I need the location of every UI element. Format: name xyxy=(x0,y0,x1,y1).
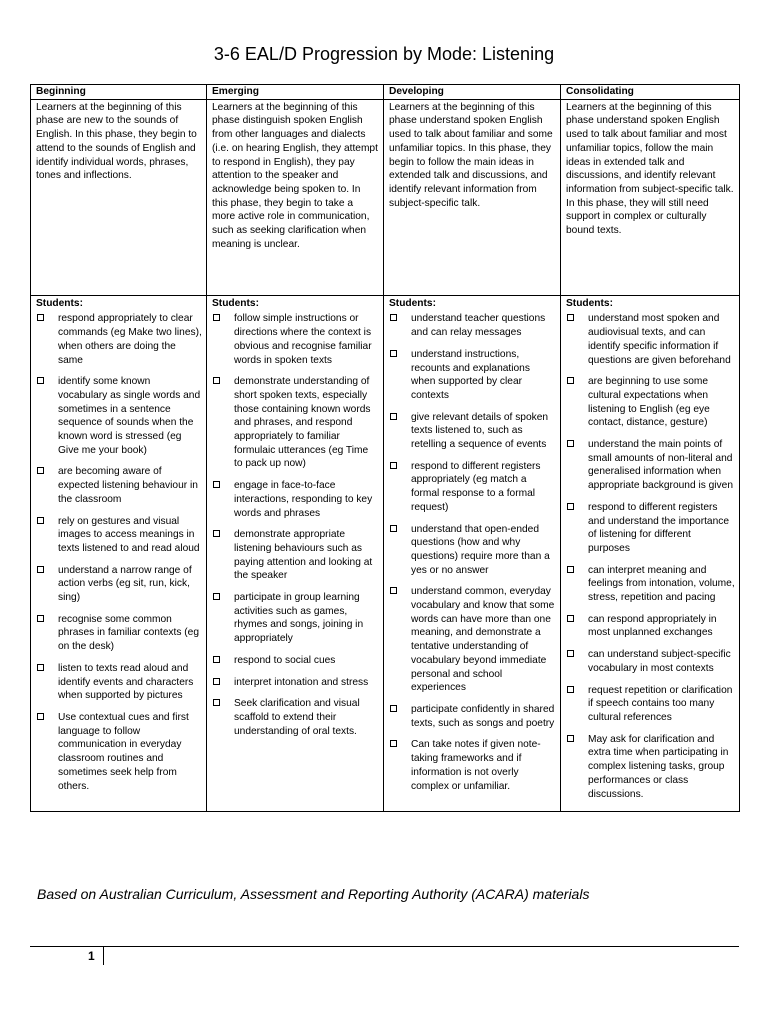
checkbox-icon xyxy=(213,699,220,706)
checklist-item xyxy=(36,465,202,506)
checklist-item xyxy=(212,375,379,471)
heading-row xyxy=(31,85,740,100)
checkbox-icon xyxy=(390,314,397,321)
checkbox-icon xyxy=(213,678,220,685)
column-heading-emerging: Emerging xyxy=(207,85,384,100)
checklist-item-text: understand the main points of small amounts of non-literal and generalised information when appropriate background is given xyxy=(588,439,733,492)
students-cell xyxy=(384,295,561,812)
checklist-item xyxy=(389,523,556,578)
checklist-item-text: understand that open-ended questions (how and why questions) require more than a yes or no answer xyxy=(411,523,550,576)
checkbox-icon xyxy=(213,481,220,488)
checklist-item xyxy=(389,411,556,452)
checklist xyxy=(566,312,735,801)
checklist-item xyxy=(566,312,735,367)
checklist-item xyxy=(212,676,379,690)
checkbox-icon xyxy=(213,377,220,384)
checklist-item-text: participate in group learning activities such as games, rhymes and songs, joining in appropriately xyxy=(234,592,364,645)
checkbox-icon xyxy=(567,566,574,573)
checklist-item-text: are beginning to use some cultural expectations when listening to English (eg eye contact, distance, gesture) xyxy=(588,376,710,429)
checklist-item-text: respond to different registers appropriately (eg match a formal response to a formal request) xyxy=(411,460,541,513)
phase-description: Learners at the beginning of this phase distinguish spoken English from other languages and dialects (i.e. on hearing English, they attempt to respond in English), they pay attention to the speaker and acknowledge being spoken to. In this phase, they begin to take a more active role in communication, such as seeking clarification when meaning is unclear. xyxy=(207,99,384,295)
checklist-item-text: demonstrate understanding of short spoken texts, especially those containing known words and phrases, and respond appropriately to familiar formulaic utterances (eg Time to pack up now) xyxy=(234,376,371,470)
checklist-item-text: give relevant details of spoken texts listened to, such as retelling a sequence of events xyxy=(411,411,549,451)
checklist-item-text: can interpret meaning and feelings from intonation, volume, stress, repetition and pacing xyxy=(588,564,735,604)
checklist-item-text: Use contextual cues and first language to follow communication in everyday classroom routines and sometimes seek help from others. xyxy=(58,711,189,792)
checklist-item xyxy=(389,585,556,695)
checklist-item xyxy=(36,312,202,367)
checklist-item xyxy=(212,697,379,738)
checkbox-icon xyxy=(37,517,44,524)
checklist-item-text: demonstrate appropriate listening behaviours such as paying attention and looking at the speaker xyxy=(234,529,373,582)
checkbox-icon xyxy=(390,525,397,532)
checklist-item-text: listen to texts read aloud and identify events and characters when supported by pictures xyxy=(58,662,194,702)
page-title: 3-6 EAL/D Progression by Mode: Listening xyxy=(213,44,555,64)
checklist-item xyxy=(566,684,735,725)
checkbox-icon xyxy=(390,587,397,594)
phase-description: Learners at the beginning of this phase are new to the sounds of English. In this phase, they begin to attend to the sounds of English and identify individual words, phrases, tones and inflections. xyxy=(31,99,207,295)
checklist-item-text: can respond appropriately in most unplanned exchanges xyxy=(588,613,717,639)
students-heading: Students: xyxy=(212,297,259,309)
progression-table xyxy=(30,84,740,812)
checklist-item-text: participate confidently in shared texts, such as songs and poetry xyxy=(411,703,555,729)
checkbox-icon xyxy=(213,593,220,600)
checkbox-icon xyxy=(37,566,44,573)
checkbox-icon xyxy=(37,467,44,474)
checkbox-icon xyxy=(213,314,220,321)
checklist-item-text: understand common, everyday vocabulary and know that some words can have more than one meaning, and demonstrate a tentative understanding of vocabulary beyond immediate personal and school experiences xyxy=(411,586,555,694)
students-row xyxy=(31,295,740,812)
checkbox-icon xyxy=(37,664,44,671)
source-note: Based on Australian Curriculum, Assessment and Reporting Authority (ACARA) materials xyxy=(37,886,590,902)
checklist-item xyxy=(389,738,556,793)
students-heading: Students: xyxy=(389,297,436,309)
checkbox-icon xyxy=(567,377,574,384)
students-cell xyxy=(31,295,207,812)
students-heading: Students: xyxy=(36,297,83,309)
checklist-item xyxy=(389,312,556,339)
phase-description: Learners at the beginning of this phase understand spoken English used to talk about familiar and some unfamiliar topics. In this phase, they begin to follow the main ideas in extended talk and discussions, and identify relevant information from subject-specific talk. xyxy=(384,99,561,295)
checklist-item-text: respond appropriately to clear commands (eg Make two lines), when others are doing the same xyxy=(58,313,202,366)
checklist-item-text: interpret intonation and stress xyxy=(234,676,369,688)
checkbox-icon xyxy=(567,735,574,742)
checkbox-icon xyxy=(390,705,397,712)
checklist-item-text: May ask for clarification and extra time when participating in complex listening tasks, group performances or class discussions. xyxy=(588,733,729,800)
checkbox-icon xyxy=(567,686,574,693)
checklist-item-text: recognise some common phrases in familiar contexts (eg on the desk) xyxy=(58,613,199,653)
checklist-item xyxy=(566,501,735,556)
checklist-item-text: understand instructions, recounts and explanations when supported by clear contexts xyxy=(411,348,530,401)
checklist-item-text: can understand subject-specific vocabulary in most contexts xyxy=(588,649,731,674)
checklist-item xyxy=(36,564,202,605)
checklist-item xyxy=(566,648,735,675)
checklist-item xyxy=(566,564,735,605)
checklist-item xyxy=(566,613,735,640)
page-number-separator xyxy=(103,947,104,965)
checklist-item xyxy=(389,460,556,515)
checkbox-icon xyxy=(390,413,397,420)
checklist-item-text: rely on gestures and visual images to access meanings in texts listened to and read aloud xyxy=(58,515,200,554)
checklist-item-text: understand teacher questions and can relay messages xyxy=(411,313,546,339)
page-number: 1 xyxy=(88,949,95,963)
checklist-item xyxy=(212,528,379,583)
checklist-item xyxy=(36,711,202,793)
checklist-item-text: request repetition or clarification if speech contains too many cultural references xyxy=(588,684,733,723)
checklist-item xyxy=(389,703,556,730)
checklist-item xyxy=(36,662,202,703)
checklist-item xyxy=(36,515,202,556)
students-heading: Students: xyxy=(566,297,613,309)
checkbox-icon xyxy=(213,656,220,663)
checklist-item-text: are becoming aware of expected listening behaviour in the classroom xyxy=(58,466,198,505)
checklist-item xyxy=(36,613,202,654)
checklist-item xyxy=(389,348,556,403)
students-cell xyxy=(561,295,740,812)
checkbox-icon xyxy=(37,713,44,720)
checkbox-icon xyxy=(390,462,397,469)
checklist-item xyxy=(212,479,379,520)
checkbox-icon xyxy=(390,350,397,357)
checklist-item-text: follow simple instructions or directions where the context is obvious and recognise familiar words in spoken texts xyxy=(234,313,372,366)
checkbox-icon xyxy=(567,650,574,657)
column-heading-beginning: Beginning xyxy=(31,85,207,100)
checklist-item xyxy=(566,375,735,430)
checklist-item xyxy=(566,438,735,493)
checkbox-icon xyxy=(567,440,574,447)
checklist-item-text: Can take notes if given note-taking frameworks and if information is not overly complex or unfamiliar. xyxy=(411,739,541,792)
checklist-item xyxy=(212,654,379,668)
checklist xyxy=(212,312,379,738)
checklist xyxy=(389,312,556,793)
checklist-item-text: respond to social cues xyxy=(234,654,336,666)
description-row xyxy=(31,99,740,295)
footer-rule xyxy=(30,946,739,947)
column-heading-consolidating: Consolidating xyxy=(561,85,740,100)
checkbox-icon xyxy=(567,615,574,622)
checkbox-icon xyxy=(567,314,574,321)
checklist-item xyxy=(212,312,379,367)
checklist-item-text: identify some known vocabulary as single words and sometimes in a sentence sequence of sounds when the known word is stressed (eg Give me your book) xyxy=(58,376,201,456)
checklist-item-text: respond to different registers and understand the importance of listening for different purposes xyxy=(588,501,730,554)
checklist xyxy=(36,312,202,793)
checklist-item-text: understand a narrow range of action verbs (eg sit, run, kick, sing) xyxy=(58,564,192,604)
checklist-item-text: engage in face-to-face interactions, responding to key words and phrases xyxy=(234,480,373,519)
checkbox-icon xyxy=(37,377,44,384)
phase-description: Learners at the beginning of this phase understand spoken English used to talk about familiar and most unfamiliar topics, follow the main ideas in extended talk and discussions, and identify relevant information from subject-specific talk. In this phase, they will still need support in complex or culturally bound texts. xyxy=(561,99,740,295)
students-cell xyxy=(207,295,384,812)
checkbox-icon xyxy=(37,615,44,622)
checkbox-icon xyxy=(213,530,220,537)
checklist-item-text: Seek clarification and visual scaffold to extend their understanding of oral texts. xyxy=(234,698,360,737)
checkbox-icon xyxy=(390,740,397,747)
checkbox-icon xyxy=(37,314,44,321)
column-heading-developing: Developing xyxy=(384,85,561,100)
checklist-item xyxy=(566,733,735,802)
checkbox-icon xyxy=(567,503,574,510)
checklist-item-text: understand most spoken and audiovisual texts, and can identify specific information if questions are given beforehand xyxy=(588,313,731,366)
checklist-item xyxy=(36,375,202,457)
checklist-item xyxy=(212,591,379,646)
